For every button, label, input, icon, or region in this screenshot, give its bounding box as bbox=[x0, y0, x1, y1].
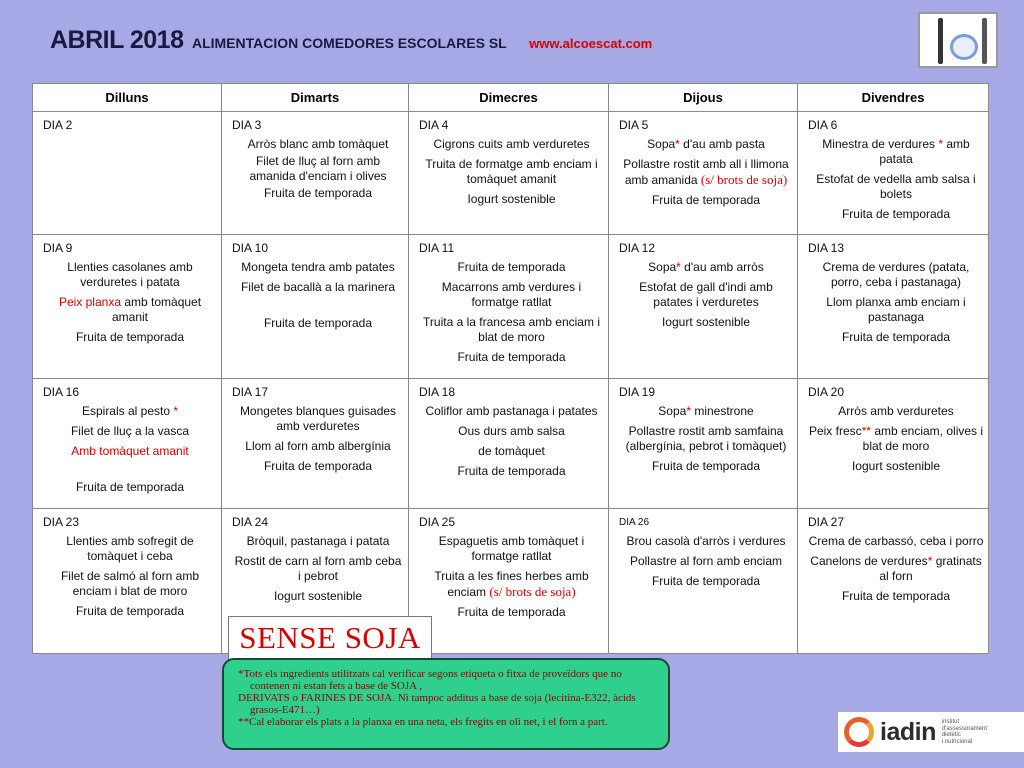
dish: Truita a la francesa amb enciam i blat de moro bbox=[423, 315, 600, 344]
dish bbox=[808, 424, 984, 454]
iadin-mark-icon bbox=[844, 717, 874, 747]
dish: Arròs blanc amb tomàquet bbox=[247, 137, 389, 151]
dish: Espaguetis amb tomàquet i formatge ratllat bbox=[438, 534, 585, 563]
day-cell bbox=[409, 112, 609, 235]
dish: Fruita de temporada bbox=[651, 193, 761, 207]
dish bbox=[808, 554, 984, 584]
day-label: DIA 5 bbox=[619, 118, 649, 132]
day-label: DIA 9 bbox=[43, 241, 73, 255]
column-header: Divendres bbox=[798, 84, 989, 112]
day-cell bbox=[33, 379, 222, 509]
dish: Fruita de temporada bbox=[263, 316, 373, 330]
day-cell bbox=[798, 112, 989, 235]
dish: Fruita de temporada bbox=[651, 459, 761, 473]
dish: Pollastre rostit amb samfaina (albergínia, pebrot i tomàquet) bbox=[625, 424, 787, 453]
asterisk-mark: ** bbox=[861, 424, 871, 438]
iadin-tagline bbox=[942, 719, 987, 745]
day-label: DIA 2 bbox=[43, 118, 73, 132]
cutlery-logo bbox=[918, 12, 998, 68]
page-subtitle: ALIMENTACION COMEDORES ESCOLARES SL bbox=[191, 35, 507, 51]
dish: Amb tomàquet amanit bbox=[71, 444, 189, 458]
column-header: Dimecres bbox=[409, 84, 609, 112]
dish: Fruita de temporada bbox=[263, 186, 373, 200]
table-row bbox=[33, 235, 989, 379]
day-cell bbox=[798, 509, 989, 654]
fork-icon bbox=[938, 18, 943, 64]
dish-text: Peix fresc bbox=[808, 424, 862, 438]
dish: Fruita de temporada bbox=[841, 589, 951, 603]
dish: Filet de salmó al forn amb enciam i blat de moro bbox=[60, 569, 200, 598]
dish-text: minestrone bbox=[691, 404, 754, 418]
dish bbox=[419, 569, 604, 600]
day-cell bbox=[609, 235, 798, 379]
dish: Iogurt sostenible bbox=[467, 192, 556, 206]
dish-text: amb enciam, olives i blat de moro bbox=[862, 424, 984, 453]
day-cell bbox=[409, 379, 609, 509]
asterisk-mark: * bbox=[676, 260, 681, 274]
dish bbox=[619, 260, 793, 275]
menu-table bbox=[32, 83, 989, 654]
table-row bbox=[33, 509, 989, 654]
note-line: DERIVATS o FARINES DE SOJA. Ni tampoc additus a base de soja (lecitina-E322, àcids bbox=[238, 692, 636, 704]
dish: Fruita de temporada bbox=[457, 464, 566, 478]
dish-text: Truita a les fines herbes amb enciam bbox=[434, 569, 589, 599]
dish: Llenties amb sofregit de tomàquet i ceba bbox=[66, 534, 194, 563]
column-header: Dijous bbox=[609, 84, 798, 112]
dish: Filet de bacallà a la marinera bbox=[240, 280, 396, 294]
dish-text: Pollastre rostit amb all i llimona amb amanida bbox=[623, 157, 789, 187]
iadin-wordmark: iadin bbox=[880, 717, 936, 746]
dish-text: amb patata bbox=[879, 137, 970, 166]
day-cell bbox=[798, 235, 989, 379]
dish: Filet de lluç al forn amb amanida d'enciam i olives bbox=[249, 154, 387, 183]
dish: Arròs amb verduretes bbox=[838, 404, 954, 418]
note-line: grasos-E471…) bbox=[250, 704, 320, 716]
dish bbox=[619, 157, 793, 188]
dish: Llom al forn amb albergínia bbox=[245, 439, 391, 453]
dish: Ous durs amb salsa bbox=[458, 424, 565, 438]
dish-text: Peix planxa bbox=[58, 295, 121, 309]
tagline-line: dietètic bbox=[941, 732, 961, 738]
dish bbox=[619, 404, 793, 419]
dish: Bròquil, pastanaga i patata bbox=[246, 534, 390, 548]
dish-text: amb tomàquet amanit bbox=[111, 295, 202, 324]
day-label: DIA 11 bbox=[419, 241, 455, 255]
day-cell bbox=[609, 509, 798, 654]
page-header bbox=[50, 26, 652, 55]
dish: Fruita de temporada bbox=[457, 260, 566, 274]
dish: Crema de verdures (patata, porro, ceba i pastanaga) bbox=[822, 260, 970, 289]
note-line: contenen ni estan fets a base de SOJA , bbox=[250, 680, 422, 692]
day-label: DIA 16 bbox=[43, 385, 80, 399]
day-label: DIA 6 bbox=[808, 118, 838, 132]
dish: Pollastre al forn amb enciam bbox=[629, 554, 783, 568]
dish: Filet de lluç a la vasca bbox=[70, 424, 190, 438]
dish: Crema de carbassó, ceba i porro bbox=[808, 534, 984, 548]
day-cell bbox=[409, 509, 609, 654]
day-label: DIA 3 bbox=[232, 118, 262, 132]
dish bbox=[619, 137, 793, 152]
dish: Mongetes blanques guisades amb verduretes bbox=[239, 404, 397, 433]
day-label: DIA 4 bbox=[419, 118, 449, 132]
day-cell bbox=[609, 379, 798, 509]
asterisk-mark: * bbox=[927, 554, 933, 568]
dish: Iogurt sostenible bbox=[661, 315, 751, 329]
website-link[interactable]: www.alcoescat.com bbox=[529, 36, 653, 51]
knife-icon bbox=[982, 18, 987, 64]
dish: Macarrons amb verdures i formatge ratllat bbox=[441, 280, 582, 309]
dish: Truita de formatge amb enciam i tomàquet amanit bbox=[425, 157, 598, 186]
asterisk-mark: * bbox=[686, 404, 691, 418]
dish-text: Espirals al pesto bbox=[81, 404, 174, 418]
day-cell bbox=[609, 112, 798, 235]
note-line: *Tots els ingredients utilitzats cal verificar segons etiqueta o fitxa de proveïdors que no bbox=[238, 668, 622, 680]
table-row bbox=[33, 112, 989, 235]
dish: Mongeta tendra amb patates bbox=[241, 260, 395, 274]
dish: Fruita de temporada bbox=[75, 330, 185, 344]
dish-text: Sopa bbox=[648, 260, 677, 274]
dish-text: d'au amb arròs bbox=[680, 260, 764, 274]
asterisk-mark: * bbox=[938, 137, 944, 151]
dish-text: d'au amb pasta bbox=[679, 137, 765, 151]
dish-text: Sopa bbox=[647, 137, 676, 151]
dish bbox=[43, 295, 217, 325]
dish: Fruita de temporada bbox=[75, 480, 185, 494]
dish-text: Minestra de verdures bbox=[822, 137, 939, 151]
day-label: DIA 19 bbox=[619, 385, 656, 399]
soy-note: (s/ brots de soja) bbox=[489, 584, 576, 599]
dish: Fruita de temporada bbox=[263, 459, 373, 473]
table-row bbox=[33, 379, 989, 509]
tagline-line: institut bbox=[941, 719, 960, 725]
dish: Llom planxa amb enciam i pastanaga bbox=[826, 295, 966, 324]
column-header: Dimarts bbox=[222, 84, 409, 112]
day-label: DIA 24 bbox=[232, 515, 269, 529]
day-label: DIA 17 bbox=[232, 385, 269, 399]
dish bbox=[43, 404, 217, 419]
dish: Brou casolà d'arròs i verdures bbox=[626, 534, 786, 548]
dish: Iogurt sostenible bbox=[851, 459, 941, 473]
dish: Estofat de vedella amb salsa i bolets bbox=[816, 172, 976, 201]
day-label: DIA 20 bbox=[808, 385, 845, 399]
day-cell bbox=[798, 379, 989, 509]
table-header-row bbox=[33, 84, 989, 112]
note-line: **Cal elaborar els plats a la planxa en una neta, els fregits en oli net, i el forn a part. bbox=[238, 716, 608, 728]
day-label: DIA 27 bbox=[808, 515, 845, 529]
dish-text: Canelons de verdures bbox=[810, 554, 928, 568]
dish: Fruita de temporada bbox=[457, 605, 566, 619]
tagline-line: d'assessorament bbox=[941, 725, 988, 732]
asterisk-mark: * bbox=[173, 404, 179, 418]
column-header: Dilluns bbox=[33, 84, 222, 112]
dish: Rostit de carn al forn amb ceba i pebrot bbox=[234, 554, 402, 583]
dish: Fruita de temporada bbox=[841, 207, 951, 221]
day-cell bbox=[222, 379, 409, 509]
day-label: DIA 10 bbox=[232, 241, 269, 255]
day-cell bbox=[33, 509, 222, 654]
dish: Iogurt sostenible bbox=[273, 589, 363, 603]
day-label: DIA 13 bbox=[808, 241, 845, 255]
asterisk-mark: * bbox=[675, 137, 680, 151]
day-cell bbox=[33, 112, 222, 235]
soy-note: (s/ brots de soja) bbox=[700, 172, 788, 187]
dish: Fruita de temporada bbox=[841, 330, 951, 344]
day-label: DIA 23 bbox=[43, 515, 80, 529]
day-label: DIA 26 bbox=[619, 517, 650, 528]
tagline-line: i nutricional bbox=[941, 738, 973, 745]
day-cell bbox=[222, 235, 409, 379]
dish: Estofat de gall d'indi amb patates i verduretes bbox=[639, 280, 773, 309]
dish: Fruita de temporada bbox=[651, 574, 761, 588]
plate-icon bbox=[950, 34, 978, 60]
iadin-logo bbox=[838, 712, 1024, 752]
dish-text: gratinats al forn bbox=[879, 554, 982, 583]
day-label: DIA 18 bbox=[419, 385, 456, 399]
dish: Fruita de temporada bbox=[75, 604, 185, 618]
day-cell bbox=[33, 235, 222, 379]
dish: Cigrons cuits amb verduretes bbox=[433, 137, 590, 151]
day-cell bbox=[222, 112, 409, 235]
day-cell bbox=[409, 235, 609, 379]
day-label: DIA 25 bbox=[419, 515, 456, 529]
dish: de tomàquet bbox=[478, 444, 545, 458]
allergen-notes bbox=[222, 658, 670, 750]
day-label: DIA 12 bbox=[619, 241, 656, 255]
dish: Llenties casolanes amb verduretes i patata bbox=[67, 260, 193, 289]
dish: Coliflor amb pastanaga i patates bbox=[425, 404, 598, 418]
dish-text: Sopa bbox=[658, 404, 687, 418]
dish bbox=[808, 137, 984, 167]
page-title: ABRIL 2018 bbox=[50, 26, 184, 54]
sense-soja-banner: SENSE SOJA bbox=[228, 616, 432, 660]
dish: Fruita de temporada bbox=[457, 350, 566, 364]
